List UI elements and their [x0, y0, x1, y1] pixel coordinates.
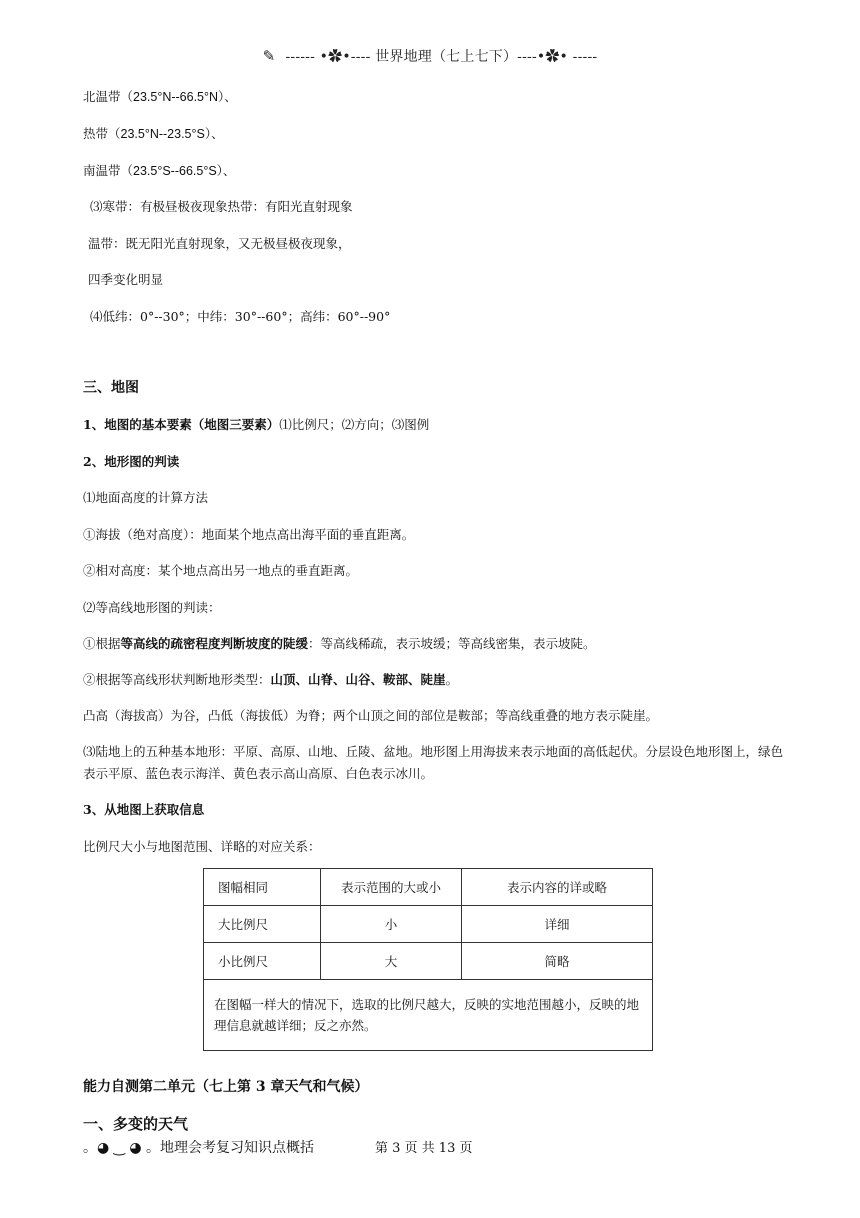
para-contour-shapes: [83, 671, 458, 689]
text-segment: ：等高线稀疏，表示坡缓；等高线密集，表示坡陡。: [308, 636, 596, 651]
table-cell: 大比例尺: [204, 906, 321, 943]
table-row: [204, 906, 653, 943]
para-altitude: ①海拔（绝对高度）：地面某个地点高出海平面的垂直距离。: [83, 527, 415, 542]
para-landforms: ⑶陆地上的五种基本地形：平原、高原、山地、丘陵、盆地。地形图上用海拔来表示地面的高低起伏。分层设色地形图上，绿色表示平原、蓝色表示海洋、黄色表示高山高原、白色表示冰川。: [83, 744, 784, 781]
item-terrain-reading: 2、地形图的判读: [83, 454, 180, 469]
line-tropic: 热带（23.5°N--23.5°S）、: [83, 127, 224, 141]
item-map-elements-detail: ⑴比例尺；⑵方向；⑶图例: [279, 417, 430, 432]
para-height-method: ⑴地面高度的计算方法: [83, 490, 209, 505]
page-header: [0, 46, 860, 66]
text-segment: ②根据等高线形状判断地形类型：: [83, 672, 271, 687]
para-relative-height: ②相对高度：某个地点高出另一地点的垂直距离。: [83, 563, 359, 578]
section-title-map: 三、地图: [83, 380, 139, 396]
table-header-cell: 表示范围的大或小: [321, 869, 462, 906]
scale-table: [203, 868, 653, 1051]
table-cell: 小: [321, 906, 462, 943]
item-map-elements-heading: 1、地图的基本要素（地图三要素）: [83, 417, 280, 432]
table-note: 在图幅一样大的情况下，选取的比例尺越大，反映的实地范围越小，反映的地理信息就越详细；反之亦然。: [204, 980, 653, 1051]
para-scale-relation: 比例尺大小与地图范围、详略的对应关系：: [83, 839, 321, 854]
text-segment-bold: 等高线的疏密程度判断坡度的陡缓: [120, 636, 309, 651]
table-cell: 大: [321, 943, 462, 980]
text-segment: 。: [445, 672, 459, 687]
text-segment: ①根据: [83, 636, 121, 651]
table-header-cell: 图幅相同: [204, 869, 321, 906]
pen-icon: ✎: [262, 47, 276, 65]
table-note-row: [204, 980, 653, 1051]
para-contour-reading: ⑵等高线地形图的判读：: [83, 600, 221, 615]
unit-title: 能力自测第二单元（七上第 3 章天气和气候）: [83, 1079, 369, 1095]
table-header-row: [204, 869, 653, 906]
text-segment-bold: 山顶、山脊、山谷、鞍部、陡崖: [270, 672, 446, 687]
line-north-temperate: 北温带（23.5°N--66.5°N）、: [83, 90, 237, 104]
table-row: [204, 943, 653, 980]
unit-subtitle: 一、多变的天气: [83, 1115, 189, 1133]
item-map-elements: [83, 416, 429, 434]
item-map-info: 3、从地图上获取信息: [83, 802, 205, 817]
table-header-cell: 表示内容的详或略: [462, 869, 653, 906]
footer-title: 。◕ ‿ ◕ 。地理会考复习知识点概括: [83, 1140, 315, 1156]
para-ridge-valley: 凸高（海拔高）为谷，凸低（海拔低）为脊；两个山顶之间的部位是鞍部；等高线重叠的地方表示陡崖。: [83, 708, 659, 723]
table-cell: 小比例尺: [204, 943, 321, 980]
line-temperate-desc: 温带：既无阳光直射现象，又无极昼极夜现象，: [88, 236, 351, 251]
line-seasons: 四季变化明显: [88, 272, 164, 287]
line-latitudes: ⑷低纬：0°--30°；中纬：30°--60°；高纬：60°--90°: [90, 309, 391, 324]
table-cell: 简略: [462, 943, 653, 980]
line-south-temperate: 南温带（23.5°S--66.5°S）、: [83, 164, 236, 178]
header-text: ------ •✿•---- 世界地理（七上七下）----•✿• -----: [285, 49, 598, 65]
para-contour-density: [83, 635, 596, 653]
table-cell: 详细: [462, 906, 653, 943]
line-frigid-zone: ⑶寒带：有极昼极夜现象热带：有阳光直射现象: [90, 199, 353, 214]
page-number: 第 3 页 共 13 页: [375, 1141, 473, 1156]
